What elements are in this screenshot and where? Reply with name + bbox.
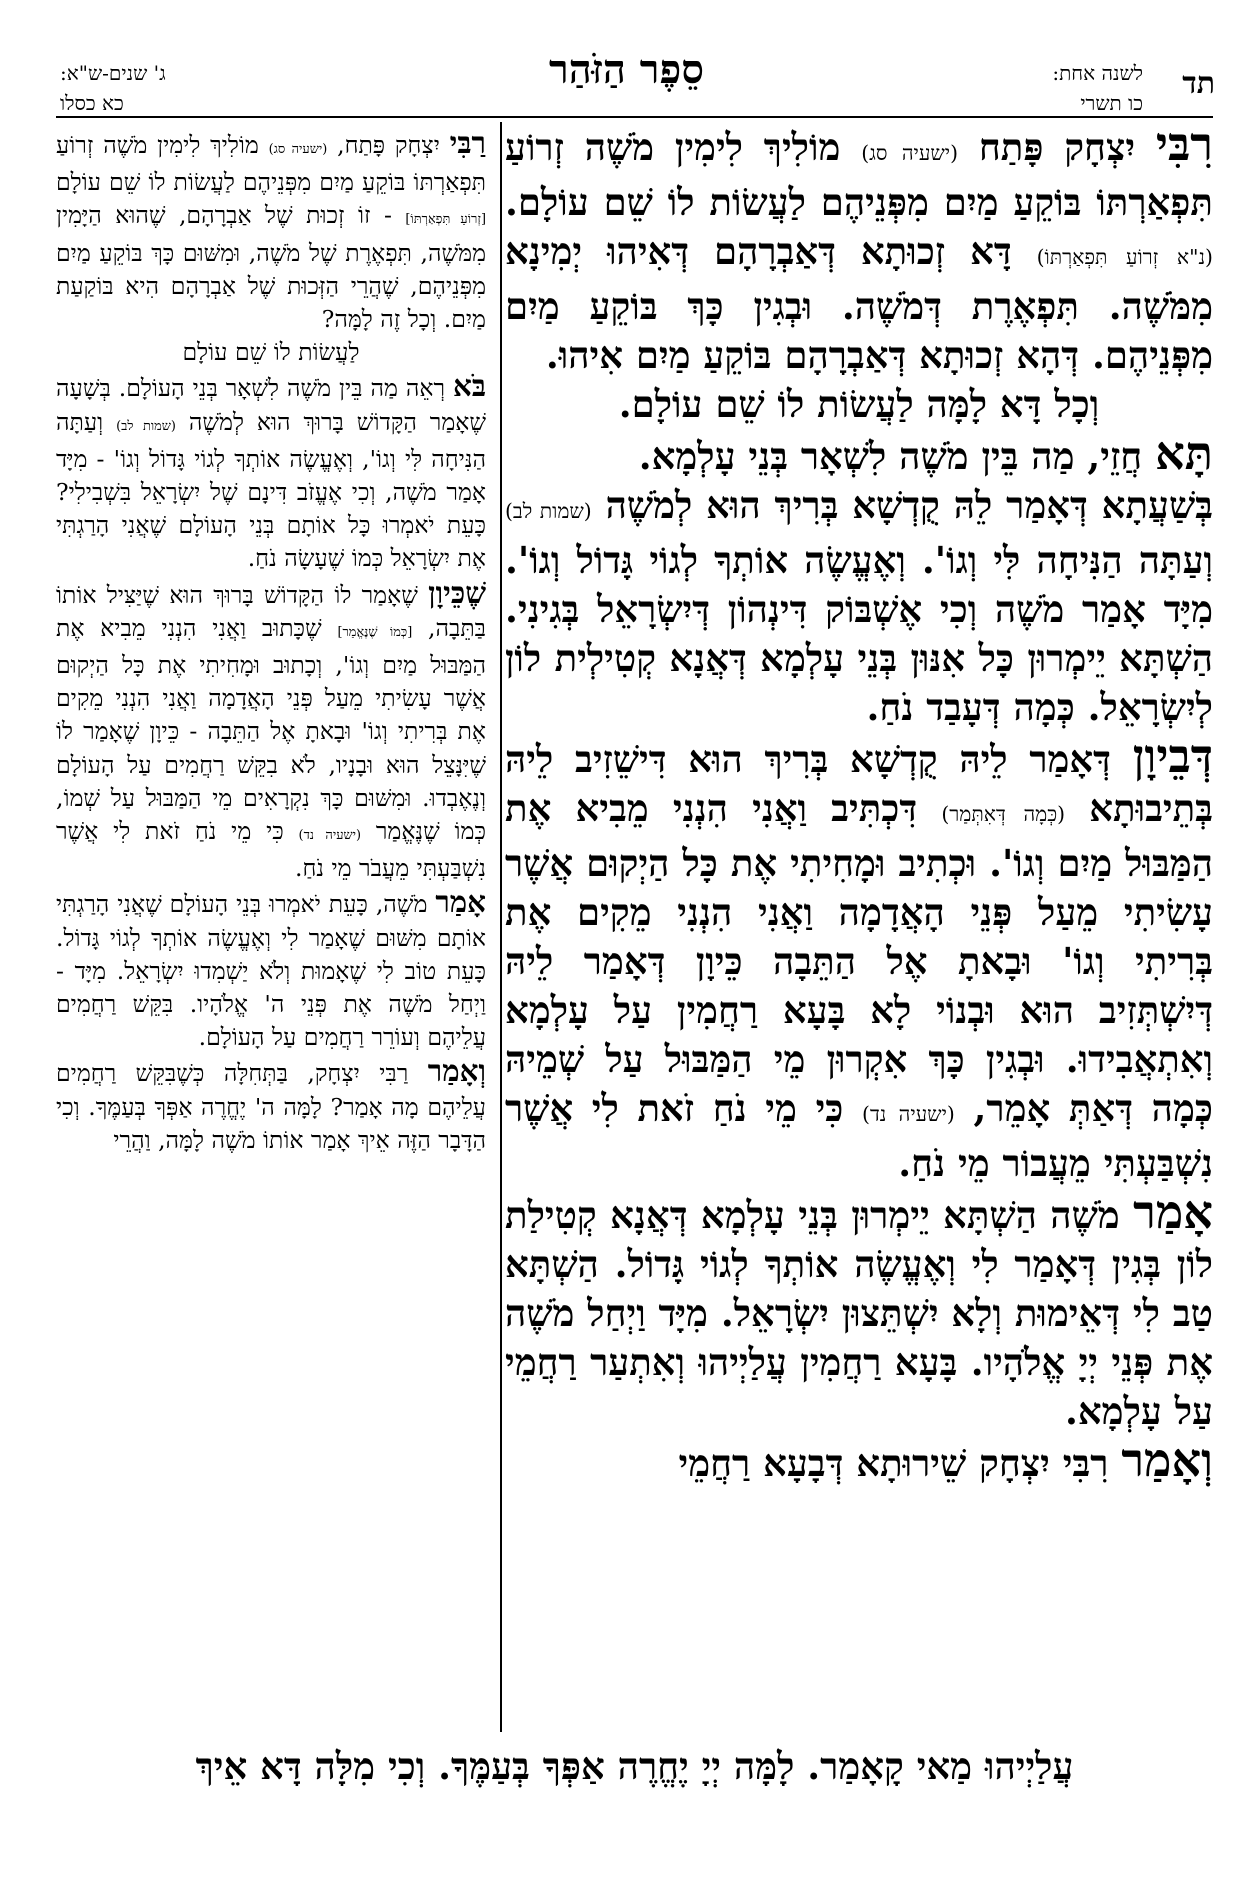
translation-paragraph-6: וְאָמַר רַבִּי יִצְחָק, בַּתְּחִלָּה כְּשֶׁבִּקֵּשׁ רַחֲמִים עֲלֵיהֶם מָה אָמַר? לָמָּה ה' יֶחֱרֶה אַפְּךָ בְּעַמֶּךָ. וְכִי הַדָּבָר הַזֶּה אֵיךְ אָמַר אוֹתוֹ מֹשֶׁה לָמָּה, וַהֲרֵי (56, 1053, 486, 1154)
source-reference: (ישעיה נד) (862, 1102, 955, 1126)
source-reference: [זְרוֹעַ תִּפְאַרְתּוֹ] (405, 212, 486, 228)
source-reference: (כְּמָה דְּאִתְּמַר) (941, 802, 1066, 826)
opening-word: תָּא (1155, 426, 1213, 480)
page-number: תד (1182, 66, 1215, 101)
opening-word: שֶׁכֵּיוָן (428, 574, 486, 610)
column-divider (500, 122, 502, 1732)
header-right-line1: לשנה אחת: (1052, 61, 1143, 85)
source-reference: (שמות לב) (116, 418, 176, 434)
header-left (60, 58, 166, 118)
header-left-line2: כא כסלו (60, 91, 124, 115)
main-paragraph-1: רִבִּי יִצְחָק פָּתַח (ישעיה סג) מוֹלִיךְ לִימִין מֹשֶׁה זְרוֹעַ תִּפְאַרְתּוֹ בּוֹקֵעַ מַיִם מִפְּנֵיהֶם לַעֲשׂוֹת לוֹ שֵׁם עוֹלָם. (נ"א זְרוֹעַ תִּפְאַרְתּוֹ) דָּא זְכוּתָא דְּאַבְרָהָם דְּאִיהוּ יְמִינָא מִמֹּשֶׁה. תִּפְאֶרֶת דְּמֹשֶׁה. וּבְגִין כָּךְ בּוֹקֵעַ מַיִם מִפְּנֵיהֶם. דְּהָא זְכוּתָא דְּאַבְרָהָם בּוֹקֵעַ מַיִם אִיהוּ. (505, 120, 1213, 380)
header-right-line2: כו תשרי (1080, 91, 1143, 115)
opening-word: וְאָמַר (1121, 1433, 1213, 1487)
opening-word: רַבִּי (449, 126, 486, 160)
opening-word: אָמַר (435, 884, 486, 920)
translation-column (56, 126, 486, 1736)
opening-word: בֹּא (452, 368, 486, 404)
page-title: סֵפֶר הַזֹּהַר (549, 46, 704, 93)
main-paragraph-6: אָמַר מֹשֶׁה הַשְׁתָּא יֵימְרוּן בְּנֵי עָלְמָא דְּאֲנָא קְטִילַת לוֹן בְּגִין דְּאָמַר לִי וְאֶעֱשֶׂה אוֹתְךָ לְגוֹי גָּדוֹל. הַשְׁתָּא טַב לִי דְּאֵימוּת וְלָא יִשְׁתֵּצוּן יִשְׂרָאֵל. מִיָּד וַיְחַל מֹשֶׁה אֶת פְּנֵי יְיָ אֱלֹהָיו. בָּעָא רַחֲמִין עֲלַיְיהוּ וְאִתְעַר רַחֲמֵי עַל עָלְמָא. (505, 1185, 1213, 1433)
main-column (505, 120, 1213, 1740)
opening-word: אָמַר (1133, 1185, 1213, 1239)
header-rule (56, 116, 1213, 118)
opening-word: רִבִּי (1155, 120, 1213, 171)
main-paragraph-2: וְכָל דָּא לָמָּה לַעֲשׂוֹת לוֹ שֵׁם עוֹלָם. (618, 382, 1100, 426)
main-paragraph-3: תָּא חֲזֵי, מַה בֵּין מֹשֶׁה לִשְׁאָר בְּנֵי עָלְמָא. (638, 426, 1213, 480)
source-reference: (ישעיה סג) (861, 141, 959, 165)
main-paragraph-7: וְאָמַר רִבִּי יִצְחָק שֵׁירוּתָא דְּבָעָא רַחֲמֵי (678, 1433, 1213, 1487)
source-reference: (ישעיה נד) (298, 828, 362, 844)
main-paragraph-5: דְּבֵיוָן דְּאָמַר לֵיהּ קֻדְשָׁא בְּרִיךְ הוּא דִּישֵׁזִיב לֵיהּ בְּתֵיבוּתָא (כְּמָה דְּאִתְּמַר) דִּכְתִּיב וַאֲנִי הִנְנִי מֵבִיא אֶת הַמַּבּוּל מַיִם וְגוֹ'. וּכְתִיב וּמָחִיתִי אֶת כָּל הַיְקוּם אֲשֶׁר עָשִׂיתִי מֵעַל פְּנֵי הָאֲדָמָה וַאֲנִי הִנְנִי מֵקִים אֶת בְּרִיתִי וְגוֹ' וּבָאתָ אֶל הַתֵּבָה כֵּיוָן דְּאָמַר לֵיהּ דְּיִשְׁתְּזִיב הוּא וּבְנוֹי לָא בָּעָא רַחֲמִין עַל עָלְמָא וְאִתְאֲבִידוּ. וּבְגִין כָּךְ אִקְרוּן מֵי הַמַּבּוּל עַל שְׁמֵיהּ כְּמָה דְּאַתְּ אָמֵר, (ישעיה נד) כִּי מֵי נֹחַ זֹאת לִי אֲשֶׁר נִשְׁבַּעְתִּי מֵעֲבוֹר מֵי נֹחַ. (505, 729, 1213, 1185)
translation-paragraph-4: שֶׁכֵּיוָן שֶׁאָמַר לוֹ הַקָּדוֹשׁ בָּרוּךְ הוּא שֶׁיַּצִּיל אוֹתוֹ בַּתֵּבָה, [כְּמוֹ שֶׁנֶּאֱמַר] שֶׁכָּתוּב וַאֲנִי הִנְנִי מֵבִיא אֶת הַמַּבּוּל מַיִם וְגוֹ', וְכָתוּב וּמָחִיתִי אֶת כָּל הַיְקוּם אֲשֶׁר עָשִׂיתִי מֵעַל פְּנֵי הָאֲדָמָה וַאֲנִי הִנְנִי מֵקִים אֶת בְּרִיתִי וְגוֹ' וּבָאתָ אֶל הַתֵּבָה - כֵּיוָן שֶׁאָמַר לוֹ שֶׁיִּנָּצֵל הוּא וּבָנָיו, לֹא בִקֵּשׁ רַחֲמִים עַל הָעוֹלָם וְנֶאֶבְדוּ. וּמִשּׁוּם כָּךְ נִקְרָאִים מֵי הַמַּבּוּל עַל שְׁמוֹ, כְּמוֹ שֶׁנֶּאֱמַר (ישעיה נד) כִּי מֵי נֹחַ זֹאת לִי אֲשֶׁר נִשְׁבַּעְתִּי מֵעֲבֹר מֵי נֹחַ. (56, 574, 486, 883)
source-reference: (שמות לב) (505, 499, 592, 523)
header-left-line1: ג' שנים-ש"א: (60, 61, 166, 85)
translation-paragraph-1: רַבִּי יִצְחָק פָּתַח, (ישעיה סג) מוֹלִיךְ לִימִין מֹשֶׁה זְרוֹעַ תִּפְאַרְתּוֹ בּוֹקֵעַ מַיִם מִפְּנֵיהֶם לַעֲשׂוֹת לוֹ שֵׁם עוֹלָם [זְרוֹעַ תִּפְאַרְתּוֹ] - זוֹ זְכוּת שֶׁל אַבְרָהָם, שֶׁהוּא הַיָּמִין מִמֹּשֶׁה, תִּפְאֶרֶת שֶׁל מֹשֶׁה, וּמִשּׁוּם כָּךְ בּוֹקֵעַ מַיִם מִפְּנֵיהֶם, שֶׁהֲרֵי הַזְּכוּת שֶׁל אַבְרָהָם הִיא בּוֹקַעַת מַיִם. וְכָל זֶה לָמָּה? (56, 126, 486, 334)
opening-word: דְּבֵיוָן (1132, 729, 1213, 783)
source-reference: [כְּמוֹ שֶׁנֶּאֱמַר] (337, 624, 413, 640)
translation-paragraph-3: בֹּא רְאֵה מַה בֵּין מֹשֶׁה לִשְׁאָר בְּנֵי הָעוֹלָם. בְּשָׁעָה שֶׁאָמַר הַקָּדוֹשׁ בָּרוּךְ הוּא לְמֹשֶׁה (שמות לב) וְעַתָּה הַנִּיחָה לִּי וְגוֹ', וְאֶעֱשֶׂה אוֹתְךָ לְגוֹי גָּדוֹל וְגוֹ' - מִיָּד אָמַר מֹשֶׁה, וְכִי אֶעֱזֹב דִּינָם שֶׁל יִשְׂרָאֵל בִּשְׁבִילִי? כָּעֵת יֹאמְרוּ כָּל אוֹתָם בְּנֵי הָעוֹלָם שֶׁאֲנִי הָרַגְתִּי אֶת יִשְׂרָאֵל כְּמוֹ שֶׁעָשָׂה נֹחַ. (56, 368, 486, 573)
main-paragraph-4: בְּשַׁעֲתָא דְּאָמַר לֵהּ קֻדְשָׁא בְּרִיךְ הוּא לְמֹשֶׁה (שמות לב) וְעַתָּה הַנִּיחָה לִּי וְגוֹ'. וְאֶעֱשֶׂה אוֹתְךָ לְגוֹי גָּדוֹל וְגוֹ'. מִיָּד אָמַר מֹשֶׁה וְכִי אֶשְׁבּוֹק דִּינְהוֹן דְּיִשְׂרָאֵל בְּגִינִי. הַשְׁתָּא יֵימְרוּן כָּל אִנּוּן בְּנֵי עָלְמָא דְּאֲנָא קְטִילְית לוֹן לְיִשְׂרָאֵל. כְּמָה דְּעָבַד נֹחַ. (505, 483, 1213, 729)
translation-paragraph-5: אָמַר מֹשֶׁה, כָּעֵת יֹאמְרוּ בְּנֵי הָעוֹלָם שֶׁאֲנִי הָרַגְתִּי אוֹתָם מִשּׁוּם שֶׁאָמַר לִי וְאֶעֱשֶׂה אוֹתְךָ לְגוֹי גָּדוֹל. כָּעֵת טוֹב לִי שֶׁאָמוּת וְלֹא יַשְׁמִדוּ יִשְׂרָאֵל. מִיָּד - וַיְחַל מֹשֶׁה אֶת פְּנֵי ה' אֱלֹהָיו. בִּקֵּשׁ רַחֲמִים עֲלֵיהֶם וְעוֹרֵר רַחֲמִים עַל הָעוֹלָם. (56, 884, 486, 1052)
source-reference: (נ"א זְרוֹעַ תִּפְאַרְתּוֹ) (1036, 245, 1213, 269)
source-reference: (ישעיה סג) (268, 142, 328, 157)
opening-word: וְאָמַר (427, 1053, 486, 1089)
bottom-full-width-line: עֲלַיְיהוּ מַאי קָאָמַר. לָמָּה יְיָ יֶחֱרֶה אַפְּךָ בְּעַמֶּךָ. וְכִי מִלָּה דָּא אֵיךְ (195, 1744, 1074, 1788)
translation-paragraph-2: לַעֲשׂוֹת לוֹ שֵׁם עוֹלָם (182, 338, 360, 367)
